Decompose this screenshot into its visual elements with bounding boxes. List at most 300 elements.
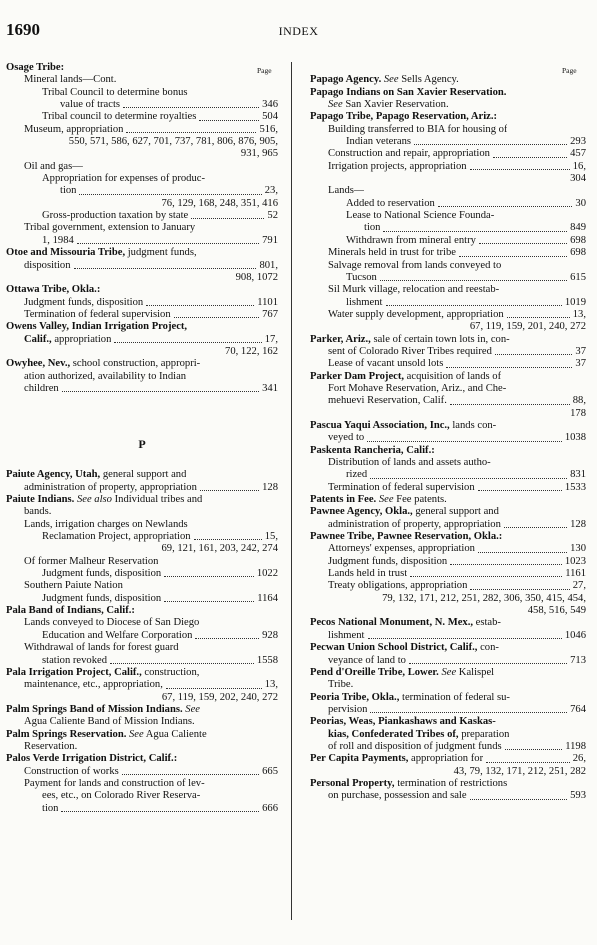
entry-description: Lease to National Science Founda- <box>346 210 495 222</box>
page-ref: 767 <box>262 308 278 320</box>
entry-text <box>24 506 51 518</box>
index-entry-heading <box>6 494 278 506</box>
dot-leader <box>486 762 570 763</box>
entry-term: Paiute Agency, Utah, <box>6 469 101 481</box>
index-entry-line <box>310 321 586 333</box>
entry-description: Reservation. <box>24 740 78 752</box>
page-ref: 1198 <box>565 740 586 752</box>
page-ref: 128 <box>262 481 278 493</box>
entry-text <box>60 99 120 111</box>
index-entry-line <box>310 124 586 136</box>
entry-text <box>328 729 509 741</box>
index-entry-line <box>310 679 586 691</box>
entry-description: Sells Agency. <box>398 74 459 86</box>
index-column-right <box>310 62 586 803</box>
index-entry-line <box>310 260 586 272</box>
page-ref: 1161 <box>565 568 586 580</box>
entry-text <box>328 161 467 173</box>
entry-text <box>328 383 506 395</box>
dot-leader <box>110 663 254 664</box>
entry-text <box>24 716 195 728</box>
entry-text <box>310 87 506 99</box>
entry-description: sale of certain town lots in, con- <box>370 333 510 345</box>
entry-text <box>24 383 59 395</box>
dot-leader <box>479 243 567 244</box>
entry-term: Ottawa Tribe, Okla.: <box>6 284 101 296</box>
entry-description: con- <box>477 642 499 654</box>
page-ref: 13, <box>264 679 278 691</box>
index-entry-line <box>6 185 278 197</box>
index-entry-line <box>310 556 586 568</box>
index-entry-line <box>6 124 278 136</box>
entry-description: Construction of works <box>24 765 119 777</box>
entry-description: Indian veterans <box>346 136 412 148</box>
page-refs: 908, 1072 <box>235 271 278 283</box>
index-entry-line <box>6 655 278 667</box>
index-entry-line <box>6 87 278 99</box>
entry-description: Withdrawal of lands for forest guard <box>24 642 179 654</box>
dot-leader <box>74 268 257 269</box>
dot-leader <box>123 107 259 108</box>
page-refs: 79, 132, 171, 212, 251, 282, 306, 350, 415, 454, <box>382 592 586 604</box>
entry-description: termination of federal su- <box>399 691 510 703</box>
entry-text <box>328 679 353 691</box>
index-entry-line <box>6 556 278 568</box>
index-entry-heading <box>6 334 278 346</box>
entry-text <box>328 432 364 444</box>
dot-leader <box>370 478 567 479</box>
page-ref: 293 <box>570 136 586 148</box>
entry-text <box>24 74 116 86</box>
entry-term: Calif., <box>24 333 52 345</box>
page-refs: 70, 122, 162 <box>225 345 278 357</box>
page-ref: 128 <box>570 518 586 530</box>
entry-term: Pend d'Oreille Tribe, Lower. <box>310 666 439 678</box>
index-entry-line <box>6 531 278 543</box>
index-entry-line <box>310 198 586 210</box>
index-entry-line <box>310 136 586 148</box>
entry-term: Pecwan Union School District, Calif., <box>310 642 478 654</box>
entry-text <box>42 531 191 543</box>
entry-text <box>24 556 158 568</box>
page-ref: 457 <box>570 148 586 160</box>
entry-description: Museum, appropriation <box>24 123 124 135</box>
entry-text <box>328 284 499 296</box>
entry-description: mehuevi Reservation, Calif. <box>328 395 447 407</box>
page-ref: 37 <box>575 358 586 370</box>
spacer <box>310 62 586 74</box>
dot-leader <box>62 391 259 392</box>
page-number: 1690 <box>6 20 40 39</box>
entry-term: Paskenta Rancheria, Calif.: <box>310 444 435 456</box>
index-entry-line <box>6 790 278 802</box>
dot-leader <box>414 144 567 145</box>
dot-leader <box>79 194 261 195</box>
index-entry-line <box>310 173 586 185</box>
entry-text <box>42 235 74 247</box>
dot-leader <box>61 811 259 812</box>
index-entry-line <box>310 309 586 321</box>
entry-text <box>24 766 119 778</box>
page-ref: 346 <box>262 99 278 111</box>
entry-text <box>310 445 435 457</box>
page-ref: 26, <box>572 753 586 765</box>
entry-description: tion <box>364 222 381 234</box>
entry-text <box>42 111 196 123</box>
entry-description: San Xavier Reservation. <box>342 99 449 111</box>
entry-description: acquisition of lands of <box>404 370 502 382</box>
dot-leader <box>495 354 573 355</box>
entry-term: Paiute Indians. <box>6 494 75 506</box>
entry-text <box>24 371 186 383</box>
dot-leader <box>446 367 572 368</box>
index-entry-heading <box>6 729 278 741</box>
index-entry-heading <box>310 692 586 704</box>
page-ref: 764 <box>570 703 586 715</box>
see-reference: See <box>126 728 144 740</box>
page-column-label: Page <box>562 66 577 75</box>
entry-text <box>24 334 111 346</box>
entry-description: Judgment funds, disposition <box>42 592 162 604</box>
entry-description: Tribe. <box>328 679 354 691</box>
page-ref: 1164 <box>257 592 278 604</box>
entry-text <box>310 111 497 123</box>
dot-leader <box>507 317 570 318</box>
entry-text <box>24 260 71 272</box>
entry-description: on purchase, possession and sale <box>328 790 467 802</box>
index-entry-heading <box>310 506 586 518</box>
entry-text <box>328 124 507 136</box>
index-entry-heading <box>310 642 586 654</box>
page-ref: 831 <box>570 469 586 481</box>
entry-description: Construction and repair, appropriation <box>328 148 490 160</box>
index-entry-line <box>310 210 586 222</box>
dot-leader <box>146 305 254 306</box>
entry-description: Irrigation projects, appropriation <box>328 160 467 172</box>
index-entry-line <box>310 383 586 395</box>
page-refs: 43, 79, 132, 171, 212, 251, 282 <box>453 765 586 777</box>
entry-description: Termination of federal supervision <box>24 308 171 320</box>
index-entry-line <box>310 704 586 716</box>
entry-text <box>346 297 383 309</box>
entry-term: Otoe and Missouria Tribe, <box>6 247 126 259</box>
see-reference: See <box>376 494 394 506</box>
entry-text <box>310 778 507 790</box>
dot-leader <box>370 712 567 713</box>
entry-text <box>6 753 177 765</box>
page-ref: 1046 <box>564 629 586 641</box>
dot-leader <box>386 305 562 306</box>
index-entry-heading <box>310 371 586 383</box>
entry-term: Pecos National Monument, N. Mex., <box>310 617 474 629</box>
entry-description: Salvage removal from lands conveyed to <box>328 259 502 271</box>
index-entry-line <box>310 358 586 370</box>
entry-text <box>328 556 447 568</box>
entry-description: Fee patents. <box>393 494 447 506</box>
entry-text <box>6 704 200 716</box>
index-entry-line <box>6 568 278 580</box>
dot-leader <box>438 206 573 207</box>
page-ref: 1038 <box>564 432 586 444</box>
entry-description: judgment funds, <box>125 247 197 259</box>
entry-text <box>328 260 501 272</box>
entry-description: Tribal council to determine royalties <box>42 111 197 123</box>
index-entry-line <box>6 148 278 160</box>
page-ref: 16, <box>572 160 586 172</box>
index-entry-line <box>310 605 586 617</box>
index-entry-line <box>6 506 278 518</box>
entry-term: Pala Band of Indians, Calif.: <box>6 605 135 617</box>
entry-text <box>6 321 187 333</box>
entry-description: estab- <box>473 617 501 629</box>
index-entry-line <box>6 716 278 728</box>
page-ref: 698 <box>570 247 586 259</box>
index-entry-heading <box>6 469 278 481</box>
entry-description: Tucson <box>346 271 377 283</box>
page-ref: 928 <box>262 629 278 641</box>
index-entry-line <box>310 297 586 309</box>
see-reference: See also <box>74 494 112 506</box>
running-head: INDEX <box>278 24 319 38</box>
dot-leader <box>493 157 567 158</box>
index-entry-line <box>310 222 586 234</box>
entry-description: Building transferred to BIA for housing of <box>328 123 508 135</box>
page-refs: 69, 121, 161, 203, 242, 274 <box>161 543 278 555</box>
entry-term: Pascua Yaqui Association, Inc., <box>310 419 450 431</box>
entry-text <box>24 161 83 173</box>
entry-text <box>310 334 510 346</box>
entry-text <box>6 494 202 506</box>
entry-text <box>346 136 411 148</box>
page-ref: 593 <box>570 790 586 802</box>
entry-text <box>346 469 367 481</box>
index-entry-line <box>6 630 278 642</box>
page-ref: 27, <box>572 580 586 592</box>
page-ref: 1023 <box>564 555 586 567</box>
entry-description: Water supply development, appropriation <box>328 308 504 320</box>
entry-text <box>42 593 161 605</box>
page-ref: 1558 <box>256 654 278 666</box>
entry-description: veyance of land to <box>328 654 406 666</box>
index-entry-heading <box>6 605 278 617</box>
index-entry-line <box>6 346 278 358</box>
see-reference: See <box>182 703 200 715</box>
entry-term: Peoria Tribe, Okla., <box>310 691 400 703</box>
entry-description: Payment for lands and construction of lev- <box>24 777 205 789</box>
entry-description: Southern Paiute Nation <box>24 580 123 592</box>
entry-text <box>24 617 199 629</box>
entry-text <box>24 580 123 592</box>
index-entry-heading <box>6 704 278 716</box>
entry-description: Agua Caliente Band of Mission Indians. <box>24 716 195 728</box>
entry-text <box>42 87 188 99</box>
entry-description: tion <box>42 802 59 814</box>
entry-text <box>328 358 443 370</box>
entry-text <box>310 74 459 86</box>
index-entry-line <box>310 432 586 444</box>
index-entry-line <box>310 408 586 420</box>
index-entry-line <box>6 580 278 592</box>
entry-description: Judgment funds, disposition <box>24 296 144 308</box>
entry-description: lishment <box>328 629 365 641</box>
page-ref: 666 <box>262 802 278 814</box>
entry-text <box>6 284 100 296</box>
entry-description: Oil and gas— <box>24 160 83 172</box>
dot-leader <box>383 231 567 232</box>
page-refs: 67, 119, 159, 201, 240, 272 <box>469 321 586 333</box>
page-ref: 130 <box>570 543 586 555</box>
index-entry-heading <box>310 617 586 629</box>
entry-text <box>328 185 364 197</box>
page-refs: 550, 571, 586, 627, 701, 737, 781, 806, 876, 905, <box>68 136 278 148</box>
entry-text <box>328 395 447 407</box>
entry-text <box>328 580 467 592</box>
page-ref: 23, <box>264 185 278 197</box>
index-entry-heading <box>6 284 278 296</box>
entry-term: Papago Tribe, Papago Reservation, Ariz.: <box>310 111 498 123</box>
entry-text <box>328 704 367 716</box>
entry-description: of roll and disposition of judgment funds <box>328 740 502 752</box>
entry-text <box>328 457 491 469</box>
entry-text <box>24 124 123 136</box>
index-entry-line <box>6 297 278 309</box>
entry-term: Per Capita Payments, <box>310 753 409 765</box>
entry-text <box>328 741 502 753</box>
dot-leader <box>367 441 562 442</box>
entry-text <box>6 358 200 370</box>
entry-term: Personal Property, <box>310 777 395 789</box>
entry-description: appropriation <box>51 333 112 345</box>
index-entry-heading <box>6 753 278 765</box>
entry-description: children <box>24 382 59 394</box>
index-entry-line <box>310 543 586 555</box>
index-entry-line <box>6 235 278 247</box>
index-entry-line <box>310 185 586 197</box>
entry-text <box>328 99 449 111</box>
entry-text <box>6 62 64 74</box>
page-ref: 1022 <box>256 568 278 580</box>
dot-leader <box>450 404 570 405</box>
index-entry-heading <box>6 321 278 333</box>
entry-description: Appropriation for expenses of produc- <box>42 173 205 185</box>
dot-leader <box>380 280 567 281</box>
entry-term: kias, Confederated Tribes of, <box>328 728 459 740</box>
index-entry-line <box>6 593 278 605</box>
entry-description: general support and <box>412 506 499 518</box>
page-ref: 504 <box>262 111 278 123</box>
entry-description: disposition <box>24 259 71 271</box>
entry-description: termination of restrictions <box>394 777 508 789</box>
index-entry-line <box>6 111 278 123</box>
entry-description: Tribal government, extension to January <box>24 222 196 234</box>
entry-description: Withdrawn from mineral entry <box>346 234 476 246</box>
entry-text <box>24 519 188 531</box>
column-divider <box>291 62 292 920</box>
index-entry-line <box>310 519 586 531</box>
entry-text <box>310 420 496 432</box>
index-entry-heading <box>310 778 586 790</box>
page-ref: 698 <box>570 234 586 246</box>
dot-leader <box>174 317 259 318</box>
entry-text <box>328 346 492 358</box>
entry-description: Lands, irrigation charges on Newlands <box>24 518 188 530</box>
page-refs: 304 <box>570 173 586 185</box>
entry-description: Lease of vacant unsold lots <box>328 358 444 370</box>
entry-description: veyed to <box>328 432 365 444</box>
dot-leader <box>126 132 256 133</box>
entry-description: Sil Murk village, relocation and reestab- <box>328 284 500 296</box>
dot-leader <box>459 256 567 257</box>
dot-leader <box>191 218 264 219</box>
entry-description: Of former Malheur Reservation <box>24 555 159 567</box>
entry-description: administration of property, appropriation <box>24 481 197 493</box>
entry-description: Kalispel <box>456 666 495 678</box>
entry-description: appropriation for <box>408 753 484 765</box>
entry-text <box>310 531 502 543</box>
entry-description: tion <box>60 185 77 197</box>
entry-text <box>42 803 58 815</box>
entry-text <box>42 790 200 802</box>
index-entry-heading <box>6 667 278 679</box>
index-entry-heading <box>6 247 278 259</box>
dot-leader <box>410 576 562 577</box>
index-entry-line <box>6 161 278 173</box>
page-ref: 88, <box>572 395 586 407</box>
spacer <box>6 395 278 407</box>
index-entry-line <box>310 247 586 259</box>
page-refs: 458, 516, 549 <box>527 605 586 617</box>
index-entry-line <box>310 346 586 358</box>
entry-description: Treaty obligations, appropriation <box>328 580 468 592</box>
index-entry-line <box>310 741 586 753</box>
spacer <box>6 420 278 432</box>
entry-description: Judgment funds, disposition <box>42 568 162 580</box>
index-entry-line <box>310 457 586 469</box>
dot-leader <box>470 169 570 170</box>
entry-description: Fort Mohave Reservation, Ariz., and Che- <box>328 382 507 394</box>
entry-text <box>60 185 76 197</box>
index-entry-line <box>6 272 278 284</box>
index-entry-line <box>310 790 586 802</box>
spacer <box>6 457 278 469</box>
entry-description: lishment <box>346 296 383 308</box>
entry-description: sent of Colorado River Tribes required <box>328 345 492 357</box>
entry-text <box>328 568 407 580</box>
entry-text <box>310 753 483 765</box>
index-entry-line <box>310 284 586 296</box>
index-entry-line <box>6 309 278 321</box>
index-entry-line <box>310 630 586 642</box>
index-entry-line <box>310 272 586 284</box>
entry-text <box>42 173 205 185</box>
dot-leader <box>504 527 567 528</box>
entry-term: Osage Tribe: <box>6 62 65 73</box>
dot-leader <box>478 490 562 491</box>
page-refs: 931, 965 <box>240 148 278 160</box>
entry-description: rized <box>346 469 368 481</box>
entry-text <box>310 506 499 518</box>
dot-leader <box>199 120 259 121</box>
page-ref: 665 <box>262 765 278 777</box>
index-entry-line <box>6 519 278 531</box>
entry-description: construction, <box>141 666 200 678</box>
page-ref: 1019 <box>564 296 586 308</box>
entry-description: station revoked <box>42 654 108 666</box>
entry-text <box>24 482 197 494</box>
index-entry-line <box>310 593 586 605</box>
index-entry-line <box>6 74 278 86</box>
entry-text <box>6 667 199 679</box>
